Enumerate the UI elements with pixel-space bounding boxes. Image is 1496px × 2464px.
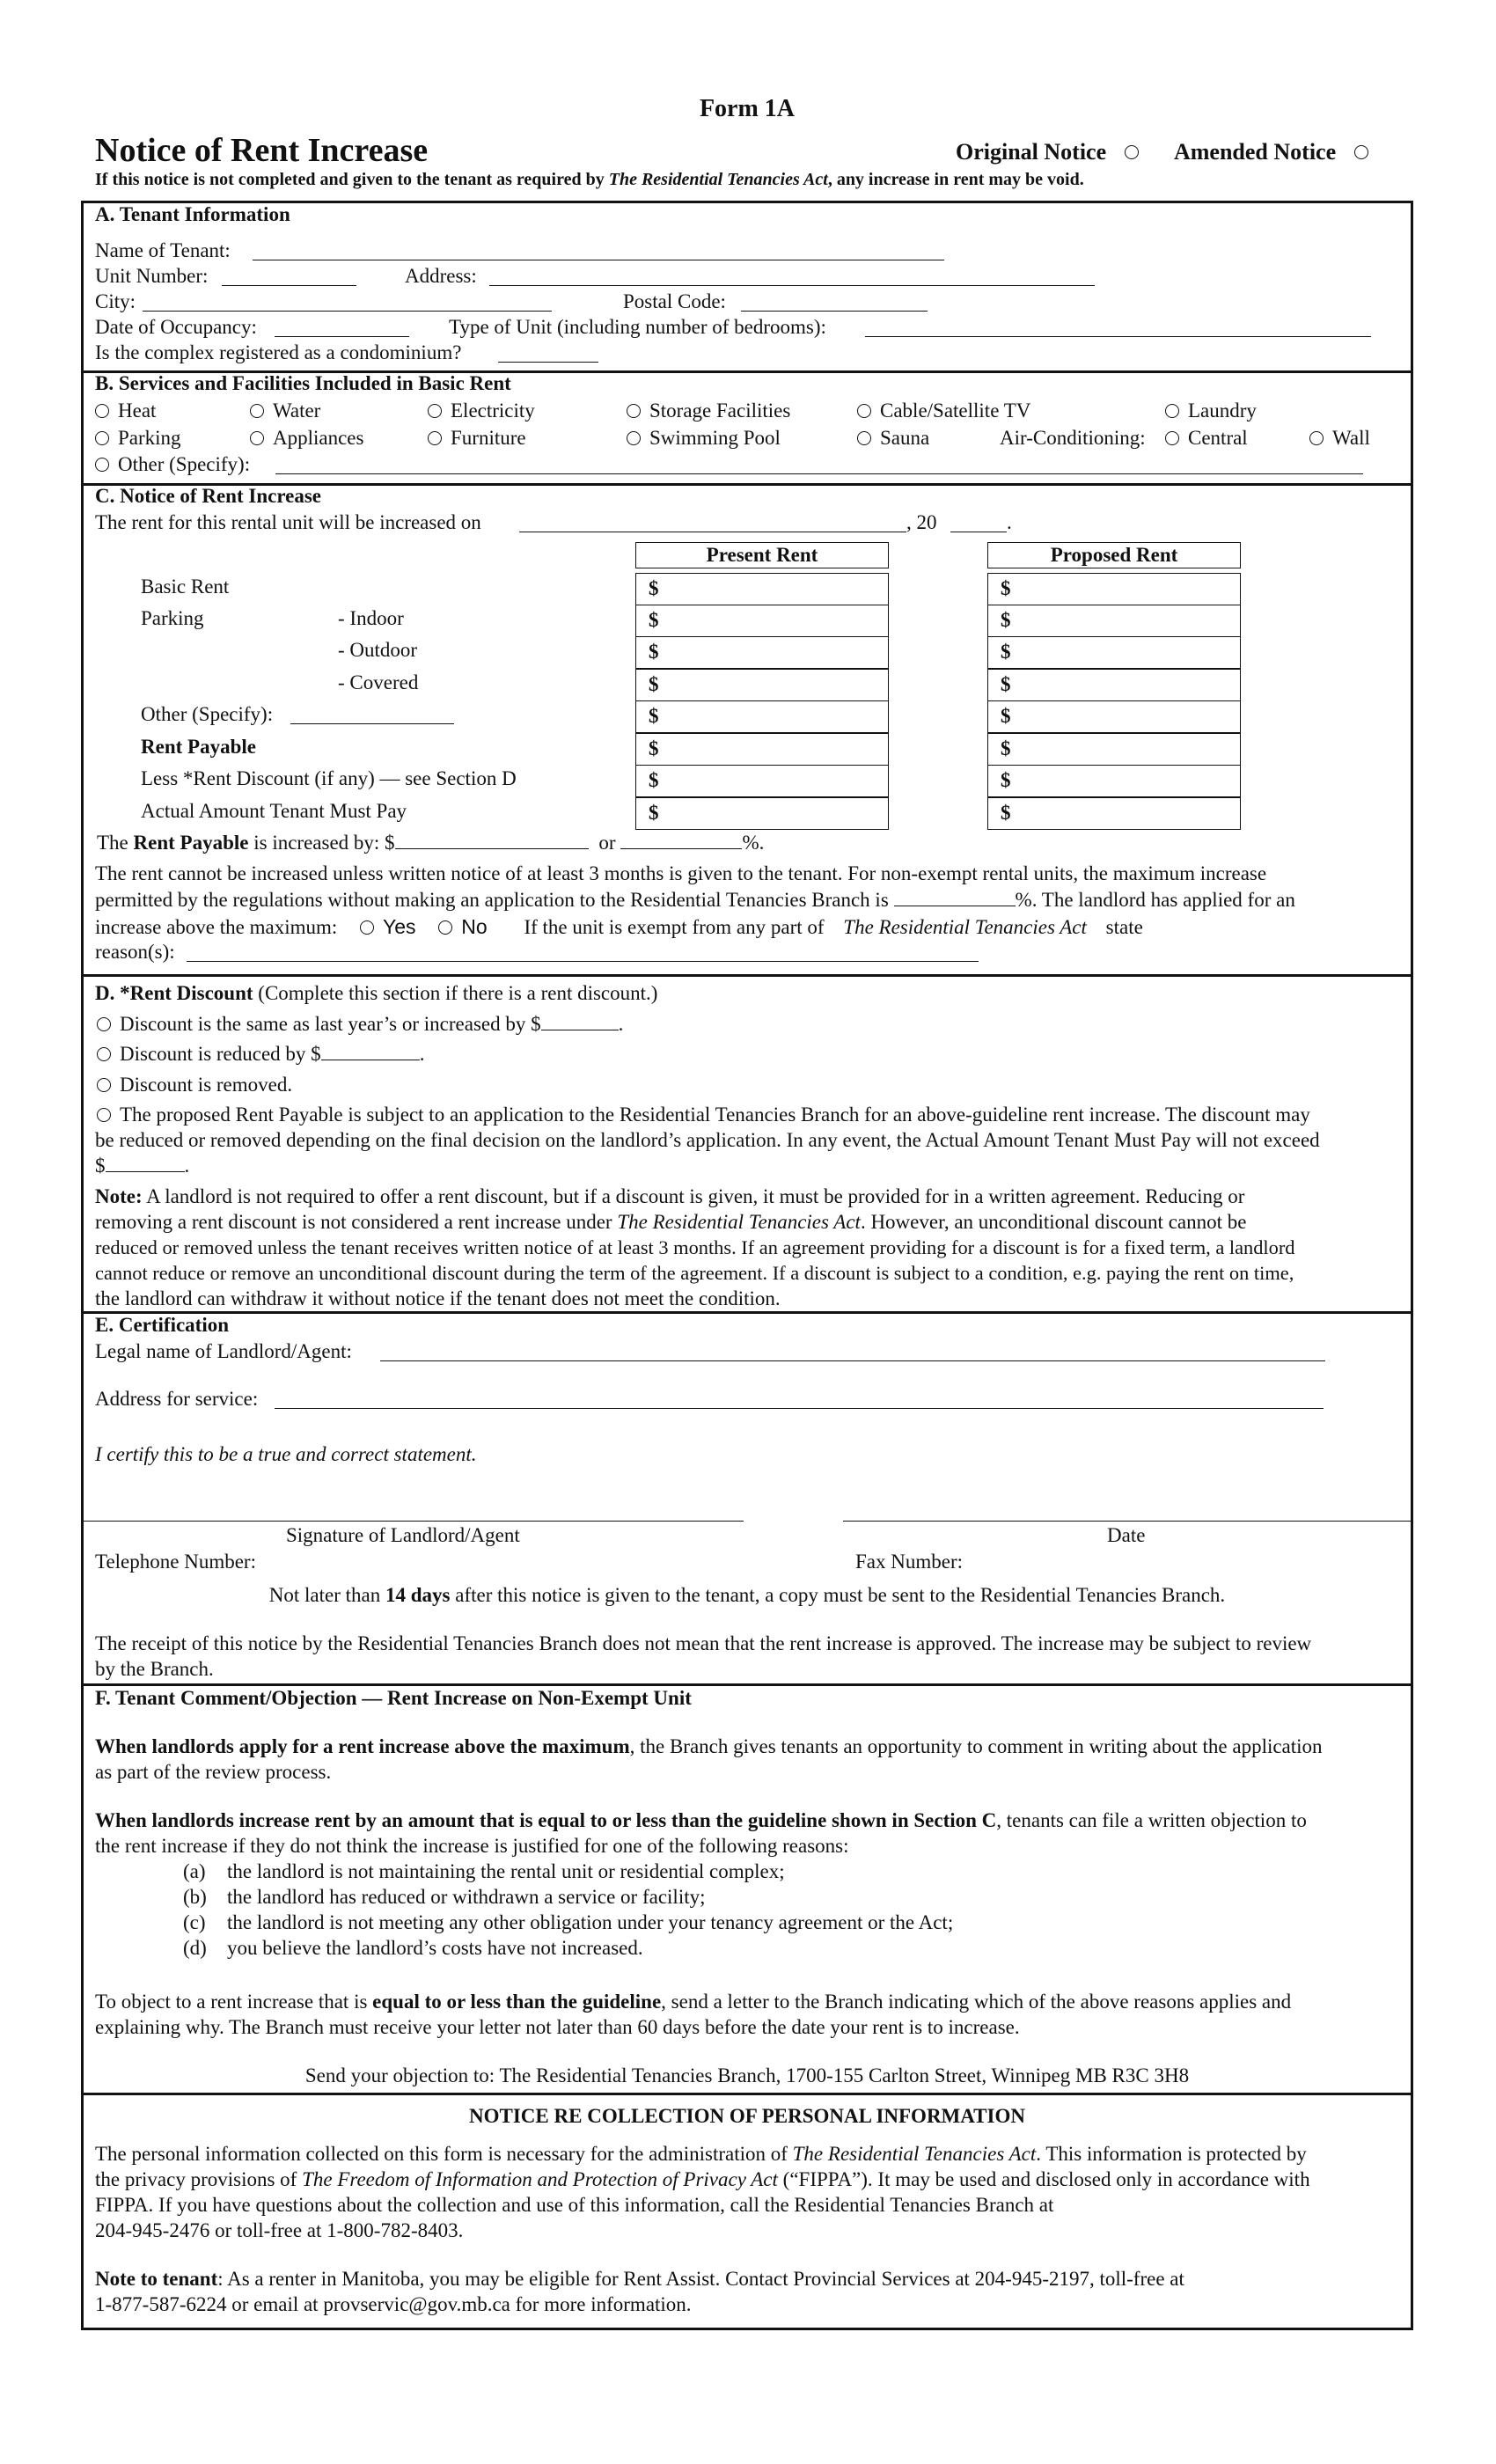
proposed-rent-basic-rent-field[interactable] — [987, 573, 1241, 605]
ac-central-label: Central — [1188, 427, 1248, 449]
void-warning-pre: If this notice is not completed and given to the tenant as required by — [95, 170, 609, 189]
amended-notice-label: Amended Notice — [1174, 139, 1337, 165]
form-number: Form 1A — [699, 95, 796, 122]
reason-c-label: (c) — [183, 1911, 206, 1933]
date-label: Date — [1107, 1524, 1146, 1546]
original-notice-radio[interactable] — [1125, 145, 1139, 159]
service-storage[interactable] — [627, 400, 790, 422]
copy-post: after this notice is given to the tenant, a copy must be sent to the Residential Tenancies Branch. — [450, 1584, 1226, 1606]
privacy-l1-act: The Residential Tenancies Act — [792, 2143, 1037, 2165]
above-max-no-radio[interactable] — [438, 920, 452, 935]
discount-max-amount-field[interactable] — [106, 1155, 185, 1172]
pool-radio[interactable] — [627, 431, 641, 445]
dollar-sign: $ — [1001, 802, 1011, 824]
increased-by-bold: Rent Payable — [133, 832, 249, 854]
fax-label: Fax Number: — [855, 1551, 964, 1573]
reasons-label: reason(s): — [95, 941, 175, 963]
section-f-heading: F. Tenant Comment/Objection — Rent Increase on Non-Exempt Unit — [95, 1687, 692, 1709]
dollar-sign: $ — [649, 737, 659, 759]
dollar-sign: $ — [1001, 705, 1011, 727]
service-address-label: Address for service: — [95, 1388, 259, 1410]
discount-reduced-label: Discount is reduced by $ — [120, 1043, 321, 1065]
discount-same-radio[interactable] — [97, 1017, 111, 1031]
postal-code-label: Postal Code: — [623, 290, 726, 312]
laundry-label: Laundry — [1188, 400, 1257, 422]
present-rent-actual-amount-field[interactable] — [635, 797, 889, 830]
legal-name-label: Legal name of Landlord/Agent: — [95, 1340, 352, 1362]
other-service-label: Other (Specify): — [118, 453, 251, 475]
privacy-l1b: . This information is protected by — [1036, 2143, 1307, 2165]
proposed-rent-parking-outdoor-field[interactable] — [987, 636, 1241, 669]
discount-same-option[interactable]: Discount is the same as last year’s or increased by $ . — [97, 1013, 623, 1036]
present-rent-parking-indoor-field[interactable] — [635, 605, 889, 637]
copy-pre: Not later than — [268, 1584, 386, 1606]
electricity-label: Electricity — [451, 400, 535, 422]
service-cable[interactable] — [857, 400, 1030, 422]
other-rent-specify-field[interactable] — [290, 723, 454, 724]
present-rent-parking-outdoor-field[interactable] — [635, 636, 889, 669]
dollar-sign: $ — [649, 802, 659, 824]
max-percent-field[interactable] — [894, 890, 1016, 906]
unit-number-field[interactable] — [222, 285, 356, 286]
original-notice-label: Original Notice — [956, 139, 1107, 165]
copy-to-branch-note — [81, 1584, 1413, 1607]
privacy-l2-act: The Freedom of Information and Protection of Privacy Act — [302, 2168, 778, 2190]
max-increase-para-1: The rent cannot be increased unless written notice of at least 3 months is given to the tenant. For non-exempt rental units, the maximum increase — [95, 862, 1267, 884]
f-para-3-line-1 — [95, 1991, 1291, 2013]
dollar-sign: $ — [1001, 737, 1011, 759]
address-field[interactable] — [489, 285, 1095, 286]
cable-label: Cable/Satellite TV — [880, 400, 1031, 422]
discount-note-l2a: removing a rent discount is not considered a rent increase under — [95, 1211, 618, 1233]
service-pool[interactable] — [627, 427, 781, 450]
increase-amount-field[interactable] — [395, 832, 589, 849]
privacy-line-4: 204-945-2476 or toll-free at 1-800-782-8403. — [95, 2219, 464, 2241]
row-label-basic-rent: Basic Rent — [141, 576, 230, 598]
discount-note-line-1 — [95, 1185, 1244, 1208]
exempt-act: The Residential Tenancies Act — [843, 916, 1087, 938]
furniture-radio[interactable] — [428, 431, 442, 445]
appliances-radio[interactable] — [250, 431, 264, 445]
discount-application-line-2: be reduced or removed depending on the final decision on the landlord’s application. In any event, the Actual Amount Tenant Must Pay will not exceed — [95, 1129, 1320, 1151]
storage-radio[interactable] — [627, 404, 641, 418]
discount-application-radio[interactable] — [97, 1108, 111, 1122]
ac-central[interactable] — [1165, 427, 1248, 450]
dollar-sign: $ — [1001, 577, 1011, 599]
above-max-no-label: No — [461, 915, 488, 938]
separator-e-f — [81, 1683, 1413, 1686]
furniture-label: Furniture — [451, 427, 526, 449]
f-para-3-rest: , send a letter to the Branch indicating which of the above reasons applies and — [661, 1991, 1292, 2013]
receipt-note-line-2: by the Branch. — [95, 1658, 214, 1680]
reason-a-text: the landlord is not maintaining the rental unit or residential complex; — [227, 1860, 785, 1882]
dollar-sign: $ — [649, 641, 659, 663]
appliances-label: Appliances — [273, 427, 364, 449]
sauna-label: Sauna — [880, 427, 930, 449]
telephone-label: Telephone Number: — [95, 1551, 256, 1573]
discount-application-option[interactable] — [97, 1104, 1310, 1126]
f-para-1-rest: , the Branch gives tenants an opportunity to comment in writing about the application — [629, 1735, 1323, 1757]
occupancy-date-label: Date of Occupancy: — [95, 316, 257, 338]
condo-label: Is the complex registered as a condominium? — [95, 341, 462, 363]
proposed-rent-discount-field[interactable] — [987, 765, 1241, 797]
tenant-note-line-1 — [95, 2268, 1184, 2291]
exempt-text: If the unit is exempt from any part of — [524, 916, 825, 938]
discount-application-line-3: $ . — [95, 1155, 190, 1177]
proposed-rent-header: Proposed Rent — [987, 542, 1241, 568]
tenant-note-rest: : As a renter in Manitoba, you may be eligible for Rent Assist. Contact Provincial Services at 204-945-2197, toll-free at — [217, 2268, 1184, 2290]
section-a-heading: A. Tenant Information — [95, 203, 290, 225]
f-para-1-line-2: as part of the review process. — [95, 1761, 332, 1783]
dollar-sign: $ — [649, 769, 659, 791]
separator-f-privacy — [81, 2093, 1413, 2095]
reason-b-text: the landlord has reduced or withdrawn a service or facility; — [227, 1886, 706, 1908]
service-other[interactable] — [95, 453, 250, 476]
original-notice-option[interactable] — [956, 139, 1148, 165]
tenant-note-bold: Note to tenant — [95, 2268, 218, 2290]
f-para-2-bold: When landlords increase rent by an amount that is equal to or less than the guideline shown in Section C — [95, 1809, 997, 1831]
receipt-note-line-1: The receipt of this notice by the Residential Tenancies Branch does not mean that the rent increase is approved. The increase may be subject to review — [95, 1632, 1312, 1654]
page-title: Notice of Rent Increase — [95, 132, 429, 169]
max-increase-para-3 — [95, 915, 1143, 939]
discount-removed-option[interactable] — [97, 1074, 292, 1096]
or-text: or — [598, 832, 616, 854]
present-rent-rent-payable-field[interactable] — [635, 733, 889, 766]
separator-d-e — [81, 1311, 1413, 1314]
unit-type-label: Type of Unit (including number of bedrooms): — [449, 316, 826, 338]
present-rent-discount-field[interactable] — [635, 765, 889, 797]
privacy-line-3: FIPPA. If you have questions about the collection and use of this information, call the Residential Tenancies Branch at — [95, 2194, 1054, 2216]
dollar-sign: $ — [1001, 769, 1011, 791]
present-rent-header: Present Rent — [635, 542, 889, 568]
discount-same-amount-field[interactable] — [541, 1014, 619, 1030]
f-para-3-line-2: explaining why. The Branch must receive your letter not later than 60 days before the date your rent is to increase. — [95, 2016, 1020, 2038]
condo-field[interactable] — [498, 362, 598, 363]
sauna-radio[interactable] — [857, 431, 871, 445]
date-field[interactable] — [843, 1521, 1411, 1522]
certify-statement: I certify this to be a true and correct statement. — [95, 1443, 477, 1465]
f-para-3-bold: equal to or less than the guideline — [372, 1991, 662, 2013]
ac-wall-label: Wall — [1332, 427, 1370, 449]
occupancy-date-field[interactable] — [275, 336, 409, 337]
water-radio[interactable] — [250, 404, 264, 418]
section-c-heading: C. Notice of Rent Increase — [95, 485, 321, 507]
discount-reduced-option[interactable]: Discount is reduced by $ . — [97, 1043, 424, 1066]
discount-application-line-1: The proposed Rent Payable is subject to an application to the Residential Tenancies Branch for an above-guideline rent increase. The discount may — [120, 1104, 1310, 1126]
service-parking[interactable] — [95, 427, 181, 450]
heat-label: Heat — [118, 400, 157, 422]
storage-label: Storage Facilities — [649, 400, 791, 422]
present-rent-other-field[interactable] — [635, 700, 889, 733]
service-heat[interactable] — [95, 400, 156, 422]
row-label-covered: - Covered — [338, 671, 419, 693]
postal-code-field[interactable] — [741, 311, 928, 312]
row-label-actual-amount: Actual Amount Tenant Must Pay — [141, 800, 407, 822]
dollar-sign: $ — [649, 673, 659, 695]
privacy-line-1 — [95, 2143, 1307, 2166]
section-d-note: (Complete this section if there is a rent discount.) — [253, 982, 658, 1004]
service-sauna[interactable] — [857, 427, 929, 450]
increased-by-pre: The — [97, 832, 134, 854]
dollar-sign: $ — [649, 577, 659, 599]
row-label-rent-payable: Rent Payable — [141, 736, 256, 758]
heat-radio[interactable] — [95, 404, 109, 418]
ac-central-radio[interactable] — [1165, 431, 1179, 445]
amended-notice-radio[interactable] — [1354, 145, 1368, 159]
unit-type-field[interactable] — [865, 336, 1371, 337]
other-service-field[interactable] — [275, 473, 1363, 474]
proposed-rent-parking-indoor-field[interactable] — [987, 605, 1241, 637]
proposed-rent-other-field[interactable] — [987, 700, 1241, 733]
other-service-radio[interactable] — [95, 458, 109, 472]
year-prefix: , 20 — [906, 511, 937, 533]
max-increase-para-2a: permitted by the regulations without making an application to the Residential Tenancies Branch is — [95, 889, 889, 911]
tenant-name-label: Name of Tenant: — [95, 239, 231, 261]
above-max-yes-label: Yes — [383, 915, 416, 938]
row-label-other: Other (Specify): — [141, 703, 274, 725]
row-label-indoor: - Indoor — [338, 607, 404, 629]
discount-note-line-2 — [95, 1211, 1246, 1234]
present-rent-parking-covered-field[interactable] — [635, 669, 889, 701]
void-warning-post: , any increase in rent may be void. — [827, 170, 1084, 189]
separator-c-d — [81, 974, 1413, 977]
address-label: Address: — [405, 265, 477, 287]
pool-label: Swimming Pool — [649, 427, 781, 449]
service-electricity[interactable] — [428, 400, 535, 422]
section-e-heading: E. Certification — [95, 1314, 230, 1336]
year-period: . — [1007, 511, 1012, 533]
reason-d-text: you believe the landlord’s costs have not increased. — [227, 1937, 643, 1959]
privacy-l2b: (“FIPPA”). It may be used and disclosed only in accordance with — [777, 2168, 1310, 2190]
discount-removed-label: Discount is removed. — [120, 1074, 293, 1096]
proposed-rent-parking-covered-field[interactable] — [987, 669, 1241, 701]
present-rent-basic-rent-field[interactable] — [635, 573, 889, 605]
discount-note-line-5: the landlord can withdraw it without notice if the tenant does not meet the condition. — [95, 1287, 781, 1309]
row-label-parking: Parking — [141, 607, 204, 629]
service-appliances[interactable] — [250, 427, 363, 450]
parking-radio[interactable] — [95, 431, 109, 445]
f-para-1-line-1 — [95, 1735, 1323, 1758]
signature-label: Signature of Landlord/Agent — [286, 1524, 520, 1546]
discount-reduced-radio[interactable] — [97, 1047, 111, 1061]
section-d-prefix: D. — [95, 982, 121, 1004]
privacy-heading: NOTICE RE COLLECTION OF PERSONAL INFORMATION — [469, 2105, 1025, 2127]
percent-sign: %. — [742, 832, 765, 854]
city-label: City: — [95, 290, 136, 312]
f-para-3-pre: To object to a rent increase that is — [95, 1991, 373, 2013]
amended-notice-option[interactable] — [1174, 139, 1377, 165]
section-d-heading — [95, 982, 657, 1005]
increased-by-post: is increased by: $ — [248, 832, 395, 854]
discount-removed-radio[interactable] — [97, 1078, 111, 1092]
privacy-line-2 — [95, 2168, 1310, 2191]
row-label-discount: Less *Rent Discount (if any) — see Section D — [141, 767, 517, 789]
f-para-1-bold: When landlords apply for a rent increase above the maximum — [95, 1735, 630, 1757]
ac-wall-radio[interactable] — [1309, 431, 1324, 445]
reason-c-text: the landlord is not meeting any other obligation under your tenancy agreement or the Act; — [227, 1911, 954, 1933]
parking-label: Parking — [118, 427, 181, 449]
row-label-outdoor: - Outdoor — [338, 639, 418, 661]
dollar-sign: $ — [649, 609, 659, 631]
discount-reduced-amount-field[interactable] — [321, 1044, 420, 1060]
above-max-yes-radio[interactable] — [360, 920, 374, 935]
dollar-sign: $ — [649, 705, 659, 727]
legal-name-field[interactable] — [380, 1360, 1325, 1361]
dollar-sign: $ — [1001, 641, 1011, 663]
reasons-field[interactable] — [187, 961, 979, 962]
discount-note-bold: Note: — [95, 1185, 143, 1207]
tenant-note-line-2: 1-877-587-6224 or email at provservic@gov.mb.ca for more information. — [95, 2293, 692, 2315]
increased-by-line — [97, 832, 764, 854]
unit-number-label: Unit Number: — [95, 265, 209, 287]
exempt-state: state — [1105, 916, 1143, 938]
increase-percent-field[interactable] — [620, 832, 742, 849]
discount-note-l2b: . However, an unconditional discount cannot be — [860, 1211, 1247, 1233]
above-max-label: increase above the maximum: — [95, 916, 338, 938]
service-furniture[interactable] — [428, 427, 526, 450]
ac-wall[interactable] — [1309, 427, 1370, 450]
section-d-title: *Rent Discount — [120, 982, 253, 1004]
copy-days: 14 days — [385, 1584, 451, 1606]
dollar-sign: $ — [1001, 609, 1011, 631]
service-address-field[interactable] — [275, 1408, 1324, 1409]
max-increase-para-2 — [95, 889, 1295, 912]
service-laundry[interactable] — [1165, 400, 1257, 422]
send-objection-address: Send your objection to: The Residential Tenancies Branch, 1700-155 Carlton Street, Winnipeg MB R3C 3H8 — [304, 2064, 1190, 2086]
proposed-rent-rent-payable-field[interactable] — [987, 733, 1241, 766]
service-water[interactable] — [250, 400, 320, 422]
reason-b-label: (b) — [183, 1886, 207, 1908]
laundry-radio[interactable] — [1165, 404, 1179, 418]
section-b-heading: B. Services and Facilities Included in Basic Rent — [95, 372, 511, 394]
max-increase-para-2b: %. The landlord has applied for an — [1015, 889, 1295, 911]
reason-d-label: (d) — [183, 1937, 207, 1959]
privacy-l2a: the privacy provisions of — [95, 2168, 303, 2190]
discount-note-line-4: cannot reduce or remove an unconditional discount during the term of the agreement. If a discount is subject to a condition, e.g. paying the rent on time, — [95, 1262, 1294, 1284]
void-warning — [95, 170, 1084, 190]
ac-label: Air-Conditioning: — [1000, 427, 1146, 449]
water-label: Water — [273, 400, 321, 422]
privacy-l1a: The personal information collected on this form is necessary for the administration of — [95, 2143, 793, 2165]
proposed-rent-actual-amount-field[interactable] — [987, 797, 1241, 830]
f-para-2-line-1 — [95, 1809, 1307, 1832]
city-field[interactable] — [143, 311, 552, 312]
discount-note-act: The Residential Tenancies Act — [617, 1211, 861, 1233]
f-para-2-rest: , tenants can file a written objection to — [996, 1809, 1307, 1831]
cable-radio[interactable] — [857, 404, 871, 418]
dollar-sign: $ — [1001, 673, 1011, 695]
increase-date-label: The rent for this rental unit will be increased on — [95, 511, 481, 533]
discount-same-label: Discount is the same as last year’s or increased by $ — [120, 1013, 541, 1035]
void-warning-act: The Residential Tenancies Act — [608, 170, 828, 189]
discount-note-line-3: reduced or removed unless the tenant receives written notice of at least 3 months. If an agreement providing for a discount is for a fixed term, a landlord — [95, 1236, 1295, 1258]
reason-a-label: (a) — [183, 1860, 206, 1882]
electricity-radio[interactable] — [428, 404, 442, 418]
f-para-2-line-2: the rent increase if they do not think the increase is justified for one of the following reasons: — [95, 1835, 849, 1857]
discount-max-dollar: $ — [95, 1155, 106, 1177]
signature-field[interactable] — [84, 1521, 744, 1522]
discount-note-l1: A landlord is not required to offer a rent discount, but if a discount is given, it must be provided for in a written agreement. Reducing or — [142, 1185, 1245, 1207]
